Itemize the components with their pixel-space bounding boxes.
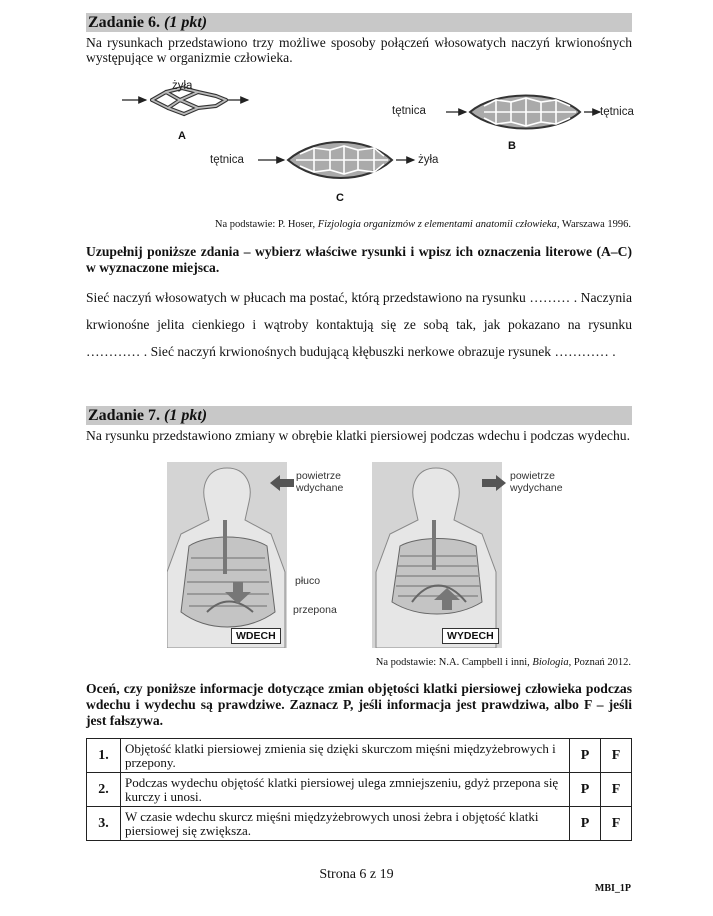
table-row [87,773,632,807]
letter-c: C [336,192,344,204]
label-c-out: żyła [418,154,439,166]
option-p[interactable]: P [570,807,601,841]
network-c [258,142,414,178]
task6-sentences: Sieć naczyń włosowatych w płucach ma postać, którą przedstawiono na rysunku ……… . Naczynia krwionośne jelita cienkiego i wątroby kontaktują się ze sobą tak, jak pokazano na rysunku ………… . Sieć naczyń krwionośnych budującą kłębuszki nerkowe obrazuje rysunek ………… . [86,290,632,359]
task6-intro: Na rysunkach przedstawiono trzy możliwe sposoby połączeń włosowatych naczyń krwionośnych występujące w organizmie człowieka. [86,35,632,65]
capillary-diagram-svg [86,78,646,213]
option-p[interactable]: P [570,739,601,773]
table-row [87,807,632,841]
source-title: Biologia [532,657,569,668]
task7-instruction: Oceń, czy poniższe informacje dotyczące zmian objętości klatki piersiowej człowieka podczas wdechu i wydechu są prawdziwe. Zaznacz P, jeśli informacja jest prawdziwa, albo F – jeśli jest fałszywa. [86,681,632,728]
source-prefix: Na podstawie: P. Hoser, [214,219,318,230]
right-air-line1: powietrze [510,470,555,482]
row-statement: W czasie wdechu skurcz mięśni międzyżebrowych unosi żebra i objętość klatki piersiowej się zwiększa. [121,807,570,841]
source-prefix: Na podstawie: N.A. Campbell i inni, [375,657,533,668]
label-c-in: tętnica [210,154,244,166]
row-statement: Podczas wydechu objętość klatki piersiowej ulega zmniejszeniu, gdyż przepona się kurczy i unosi. [121,773,570,807]
diaphragm-label: przepona [293,604,337,616]
label-a-vein: żyła [172,80,193,92]
right-air-label [510,470,563,494]
task6-instruction: Uzupełnij poniższe zdania – wybierz właściwe rysunki i wpisz ich oznaczenia literowe (A–C) w wyznaczone miejsca. [86,244,632,275]
table-row [87,739,632,773]
left-air-line2: wdychane [296,482,344,494]
exhale-label: WYDECH [442,628,499,644]
task7-title: Zadanie 7. [88,407,161,424]
label-b-out: tętnica [600,106,634,118]
source-title: Fizjologia organizmów z elementami anatomii człowieka [317,219,557,230]
true-false-table [86,738,632,841]
task6-points: (1 pkt) [164,14,208,31]
left-air-arrow-icon [268,474,296,492]
task7-header [86,406,632,425]
left-air-line1: powietrze [296,470,341,482]
row-number: 2. [87,773,121,807]
row-number: 1. [87,739,121,773]
lung-label: płuco [295,575,321,587]
capillary-diagram [86,78,646,213]
exam-code: MBI_1P [594,883,631,894]
left-air-label [296,470,343,494]
inhale-label: WDECH [231,628,281,644]
task6-header [86,13,632,32]
page-number: Strona 6 z 19 [319,867,394,882]
task7-intro: Na rysunku przedstawiono zmiany w obrębie klatki piersiowej podczas wdechu i podczas wydechu. [86,428,630,443]
option-f[interactable]: F [601,739,632,773]
label-b-in: tętnica [392,105,426,117]
source-suffix: , Warszawa 1996. [556,219,631,230]
row-statement: Objętość klatki piersiowej zmienia się dzięki skurczom mięśni międzyżebrowych i przepony. [121,739,570,773]
task7-points: (1 pkt) [164,407,208,424]
network-b [446,96,600,129]
option-f[interactable]: F [601,773,632,807]
right-air-arrow-icon [480,474,508,492]
task6-title: Zadanie 6. [88,14,161,31]
task7-source [376,657,631,668]
letter-b: B [508,140,516,152]
source-suffix: , Poznań 2012. [568,657,631,668]
row-number: 3. [87,807,121,841]
right-air-line2: wydychane [510,482,563,494]
task6-source [215,219,631,230]
option-p[interactable]: P [570,773,601,807]
letter-a: A [178,130,186,142]
option-f[interactable]: F [601,807,632,841]
